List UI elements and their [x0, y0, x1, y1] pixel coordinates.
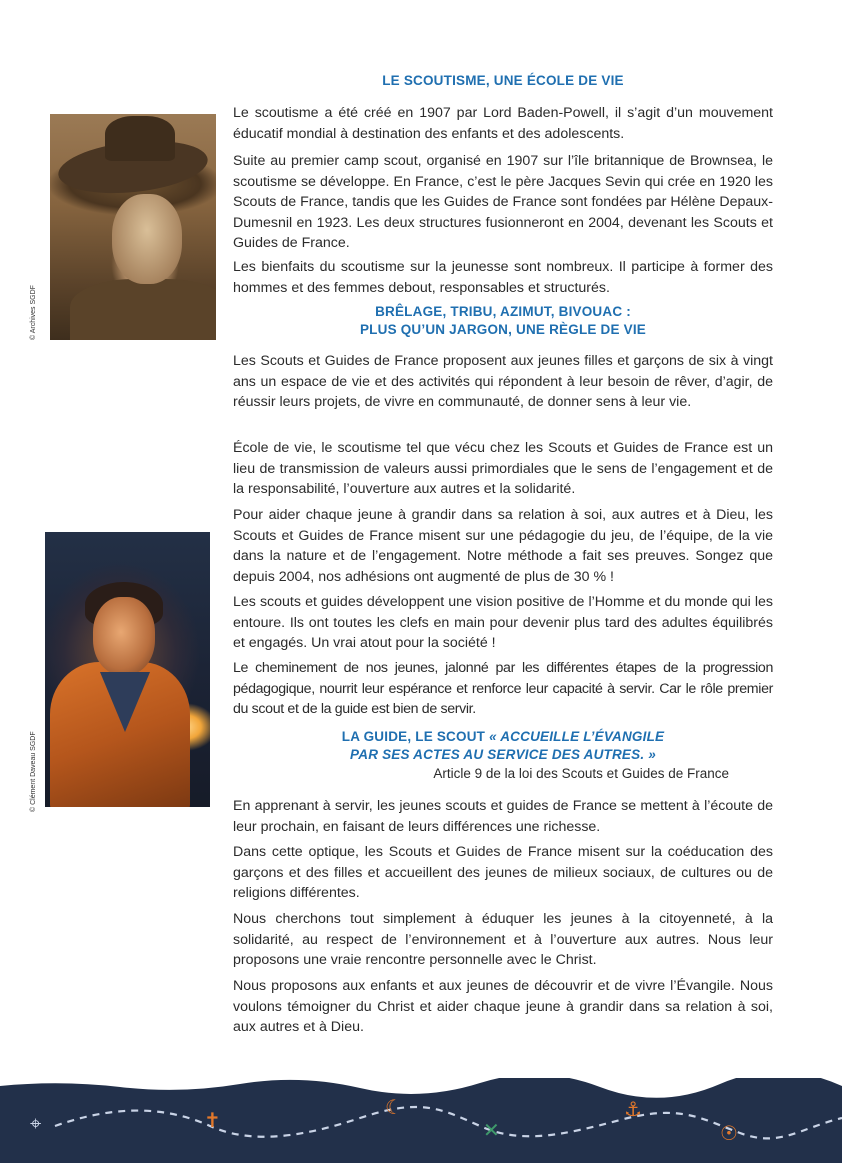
section3-paragraph-2: Dans cette optique, les Scouts et Guides de France misent sur la coéducation des garçons et des filles et accueillent des jeunes de milieux sociaux, de cultures ou de religions différentes.	[233, 844, 773, 901]
section1-paragraph-2: Suite au premier camp scout, organisé en 1907 sur l’île britannique de Brownsea, le scoutisme se développe. En France, c’est le père Jacques Sevin qui crée en 1920 les Scouts de France, tandis que les Guides de France sont fondées par Hélène Depaux-Dumesnil en 1923. Les deux structures fusionneront en 2004, devenant les Scouts et Guides de France.	[233, 153, 773, 251]
photo-credit-2: © Clément Daveau SGDF	[30, 731, 37, 812]
section-ecole-de-vie	[233, 72, 773, 90]
section1-body	[233, 103, 773, 144]
photo-hat-crown	[105, 116, 175, 161]
cross-icon: ⌖	[30, 1113, 42, 1135]
decorative-band	[0, 1078, 842, 1163]
section1-body-3	[233, 257, 773, 298]
section-guide-scout	[233, 728, 773, 785]
arrows-icon: ✕	[483, 1120, 500, 1142]
section3-paragraph-4: Nous proposons aux enfants et aux jeunes de découvrir et de vivre l’Évangile. Nous voulons témoigner du Christ et aider chaque jeune à grandir dans sa relation à soi, aux autres et à Dieu.	[233, 978, 773, 1035]
sun-icon: ☉	[720, 1123, 738, 1145]
section2-heading-line2: PLUS QU’UN JARGON, UNE RÈGLE DE VIE	[359, 322, 647, 337]
band-background	[0, 1078, 842, 1163]
section3-heading-quote-2: PAR SES ACTES AU SERVICE DES AUTRES. »	[350, 747, 656, 762]
tent-cross-icon: ✝	[204, 1110, 221, 1132]
section1-body-2	[233, 151, 773, 254]
baden-powell-photo	[50, 114, 216, 340]
section2-paragraph-4: Les scouts et guides développent une vision positive de l’Homme et du monde qui les entoure. Ils ont toutes les clefs en main pour devenir plus tard des adultes équilibrés et engagés. Un vrai atout pour la société !	[233, 594, 773, 651]
section1-heading: LE SCOUTISME, UNE ÉCOLE DE VIE	[382, 73, 624, 88]
section2-paragraph-1: Les Scouts et Guides de France proposent aux jeunes filles et garçons de six à vingt ans un espace de vie et des activités qui répondent à leur besoin de rêver, d’agir, de réussir leurs projets, de vivre en communauté, de donner sens à leur vie.	[233, 353, 773, 410]
section3-heading-prefix: LA GUIDE, LE SCOUT	[341, 729, 486, 744]
section2-paragraph-5: Le cheminement de nos jeunes, jalonné par les différentes étapes de la progression pédagogique, nourrit leur espérance et renforce leur capacité à servir. Car le rôle premier du scout et de la guide est bien de servir.	[233, 660, 773, 717]
section3-paragraph-1: En apprenant à servir, les jeunes scouts et guides de France se mettent à l’écoute de leur prochain, en faisant de leurs différences une richesse.	[233, 798, 773, 835]
section3-body-3	[233, 909, 773, 971]
section2-body-5	[233, 658, 773, 720]
photo-face	[112, 194, 182, 284]
section2-body-2	[233, 438, 773, 500]
section3-paragraph-3: Nous cherchons tout simplement à éduquer les jeunes à la citoyenneté, à la solidarité, au respect de l’environnement et à l’ouverture aux autres. Nous leur proposons une vraie rencontre personnelle avec le Christ.	[233, 911, 773, 968]
section2-body-4	[233, 592, 773, 654]
section-jargon	[233, 303, 773, 339]
photo-shirt	[70, 279, 216, 340]
section2-body-1	[233, 351, 773, 413]
section1-paragraph-3: Les bienfaits du scoutisme sur la jeunesse sont nombreux. Il participe à former des hommes et des femmes debout, responsables et structurés.	[233, 259, 773, 296]
section2-heading-line1: BRÊLAGE, TRIBU, AZIMUT, BIVOUAC :	[375, 304, 631, 319]
photo-credit-1: © Archives SGDF	[30, 285, 37, 340]
anchor-icon: ⚓	[624, 1099, 642, 1121]
young-scout-photo	[45, 532, 210, 807]
section3-citation: Article 9 de la loi des Scouts et Guides de France	[433, 766, 729, 781]
section3-body-2	[233, 842, 773, 904]
section3-body-1	[233, 796, 773, 837]
section2-paragraph-3: Pour aider chaque jeune à grandir dans sa relation à soi, aux autres et à Dieu, les Scouts et Guides de France misent sur une pédagogie du jeu, de l’équipe, de la vie dans la nature et de l’engagement. Notre méthode a fait ses preuves. Songez que depuis 2004, nos adhésions ont augmenté de plus de 30 % !	[233, 507, 773, 585]
moon-icon: ☾	[385, 1097, 403, 1119]
section2-body-3	[233, 505, 773, 587]
section3-heading-quote-1: « ACCUEILLE L’ÉVANGILE	[489, 729, 665, 744]
section3-body-4	[233, 976, 773, 1038]
section2-paragraph-2: École de vie, le scoutisme tel que vécu chez les Scouts et Guides de France est un lieu de transmission de valeurs aussi primordiales que le sens de l’engagement et de la responsabilité, l’ouverture aux autres et la solidarité.	[233, 440, 773, 497]
photo-head	[93, 597, 155, 675]
section1-paragraph-1: Le scoutisme a été créé en 1907 par Lord Baden-Powell, il s’agit d’un mouvement éducatif mondial à destination des enfants et des adolescents.	[233, 105, 773, 142]
section3-heading-line1	[233, 728, 773, 746]
